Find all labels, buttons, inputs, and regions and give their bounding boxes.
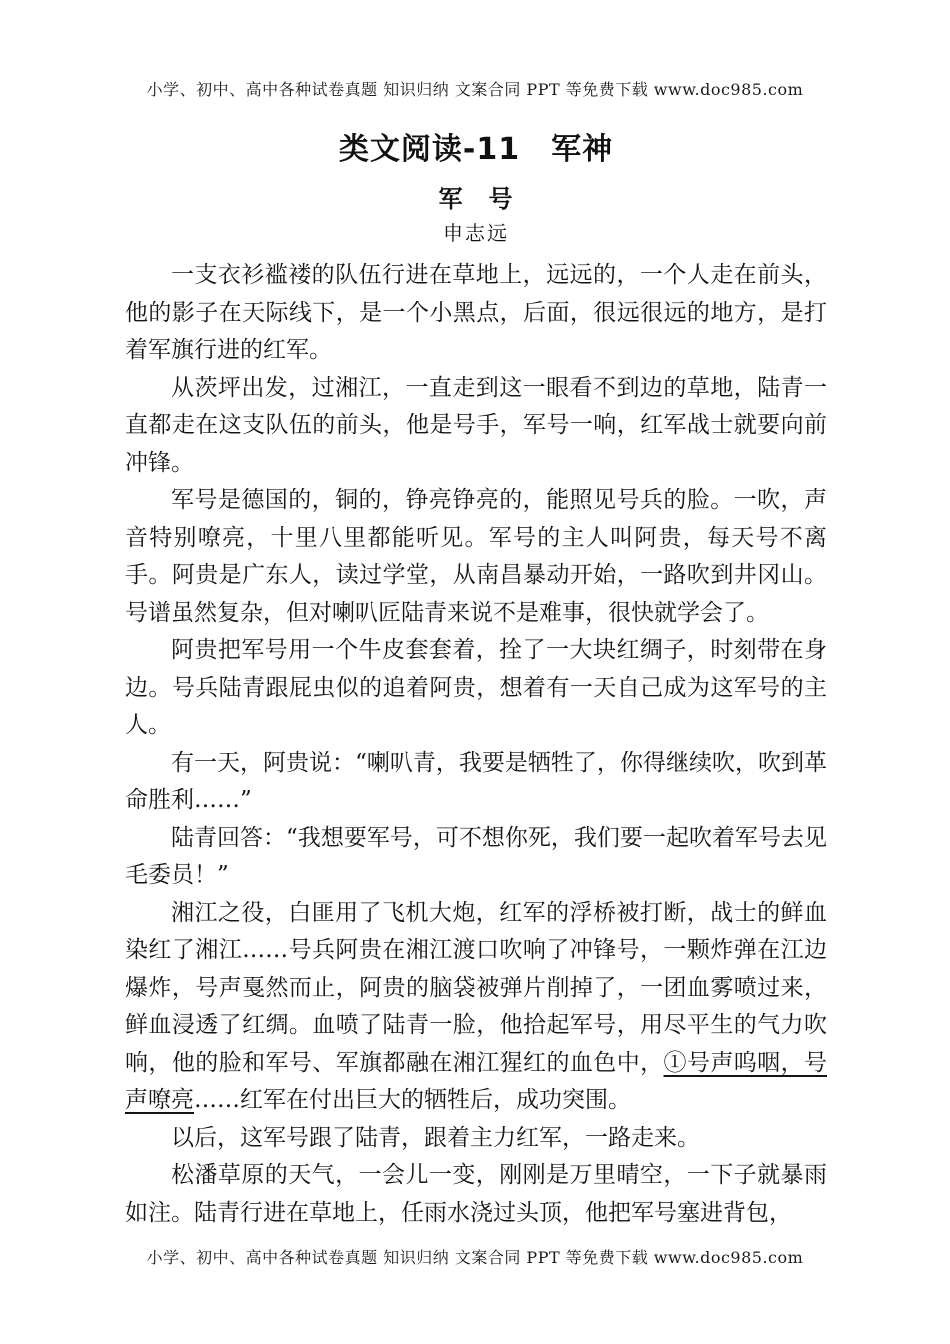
underlined-annotation-1: ①号声呜咽，号声嘹亮 [125, 1049, 828, 1113]
page-header-watermark: 小学、初中、高中各种试卷真题 知识归纳 文案合同 PPT 等免费下载 www.doc985.com [146, 80, 804, 99]
story-paragraph-4: 阿贵把军号用一个牛皮套套着，拴了一大块红绸子，时刻带在身边。号兵陆青跟屁虫似的追着阿贵，想着有一天自己成为这军号的主人。 [125, 637, 827, 738]
document-page [125, 133, 827, 1232]
story-paragraph-1: 一支衣衫褴褛的队伍行进在草地上，远远的，一个人走在前头，他的影子在天际线下，是一个小黑点，后面，很远很远的地方，是打着军旗行进的红军。 [125, 262, 827, 363]
story-paragraph-8: 以后，这军号跟了陆青，跟着主力红军，一路走来。 [171, 1124, 700, 1151]
lesson-title: 类文阅读-11 军神 [338, 132, 614, 167]
story-paragraph-6: 陆青回答：“我想要军号，可不想你死，我们要一起吹着军号去见毛委员！” [125, 824, 827, 888]
story-paragraph-2: 从茨坪出发，过湘江，一直走到这一眼看不到边的草地，陆青一直都走在这支队伍的前头，他是号手，军号一响，红军战士就要向前冲锋。 [125, 374, 827, 476]
page-footer-watermark: 小学、初中、高中各种试卷真题 知识归纳 文案合同 PPT 等免费下载 www.doc985.com [146, 1248, 804, 1267]
story-body [125, 257, 827, 1232]
story-paragraph-7 [125, 895, 827, 1120]
story-paragraph-9: 松潘草原的天气，一会儿一变，刚刚是万里晴空，一下子就暴雨如注。陆青行进在草地上，任雨水浇过头顶，他把军号塞进背包， [125, 1162, 827, 1226]
story-title: 军 号 [438, 184, 514, 213]
paragraph-7-text-after: ……红军在付出巨大的牺牲后，成功突围。 [194, 1087, 631, 1113]
story-paragraph-3: 军号是德国的，铜的，铮亮铮亮的，能照见号兵的脸。一吹，声音特别嘹亮，十里八里都能听见。军号的主人叫阿贵，每天号不离手。阿贵是广东人，读过学堂，从南昌暴动开始，一路吹到井冈山。号谱虽然复杂，但对喇叭匠陆青来说不是难事，很快就学会了。 [125, 487, 827, 626]
paragraph-7-text-before: 湘江之役，白匪用了飞机大炮，红军的浮桥被打断，战士的鲜血染红了湘江……号兵阿贵在湘江渡口吹响了冲锋号，一颗炸弹在江边爆炸，号声戛然而止，阿贵的脑袋被弹片削掉了，一团血雾喷过来，鲜血浸透了红绸。血喷了陆青一脸，他拾起军号，用尽平生的气力吹响，他的脸和军号、军旗都融在湘江猩红的血色中， [125, 899, 827, 1076]
story-paragraph-5: 有一天，阿贵说：“喇叭青，我要是牺牲了，你得继续吹，吹到革命胜利……” [125, 749, 827, 813]
author-name: 申志远 [443, 221, 509, 245]
